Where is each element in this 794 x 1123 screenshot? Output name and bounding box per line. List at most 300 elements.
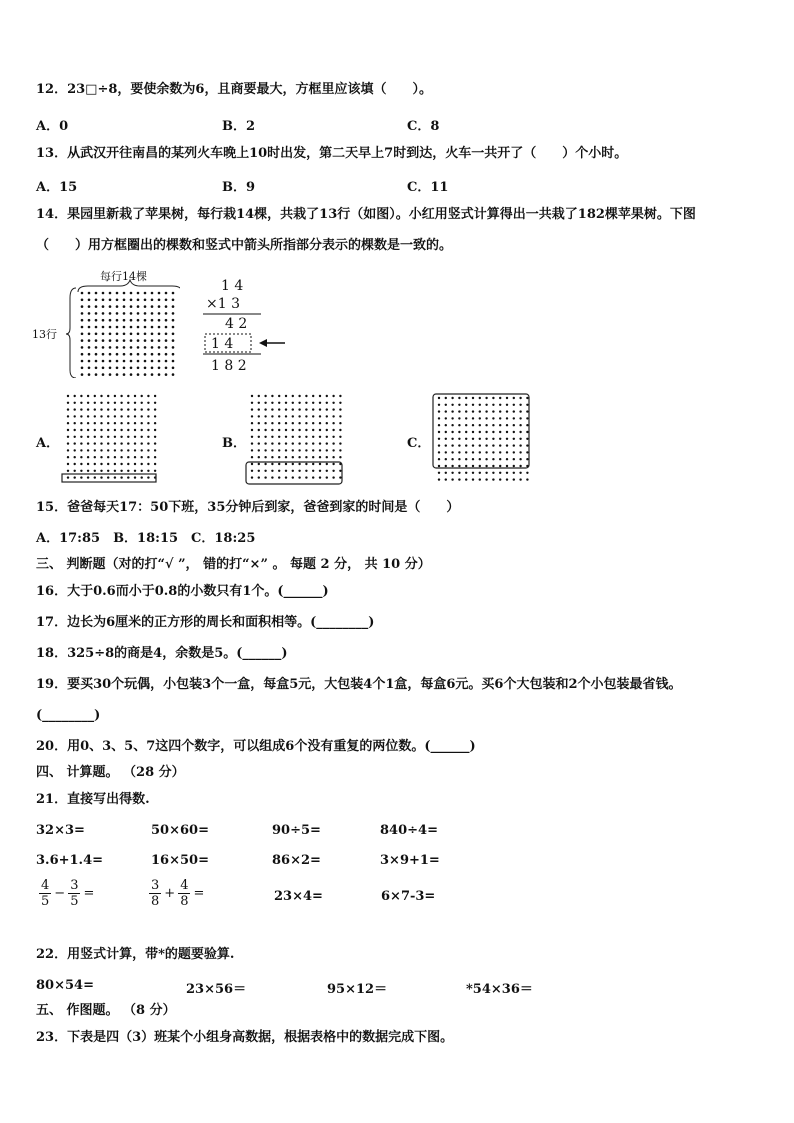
tree-dot <box>154 456 156 458</box>
tree-dot <box>519 438 521 440</box>
tree-dot <box>102 292 105 295</box>
tree-dot <box>319 429 321 431</box>
tree-dot <box>458 424 460 426</box>
q14-option-a-figure[interactable] <box>60 392 160 492</box>
tree-dot <box>271 402 273 404</box>
tree-dot <box>305 476 307 478</box>
tree-dot <box>107 395 109 397</box>
tree-dot <box>445 417 447 419</box>
q12-option-b[interactable]: B．2 <box>222 119 256 134</box>
q21-item[interactable]: 3.6+1.4= <box>36 853 104 868</box>
tree-dot <box>141 429 143 431</box>
tree-dot <box>109 305 112 308</box>
tree-dot <box>114 429 116 431</box>
tree-dot <box>458 410 460 412</box>
tree-dot <box>339 395 341 397</box>
tree-dot <box>107 470 109 472</box>
tree-dot <box>332 408 334 410</box>
tree-dot <box>147 436 149 438</box>
tree-dot <box>339 429 341 431</box>
tree-dot <box>87 456 89 458</box>
tree-dot <box>154 436 156 438</box>
tree-dot <box>102 373 105 376</box>
tree-dot <box>88 333 91 336</box>
tree-dot <box>258 402 260 404</box>
tree-dot <box>526 410 528 412</box>
tree-dot <box>332 395 334 397</box>
tree-dot <box>130 319 133 322</box>
tree-dot <box>485 472 487 474</box>
tree-dot <box>513 404 515 406</box>
tree-dot <box>519 417 521 419</box>
tree-dot <box>67 422 69 424</box>
tree-dot <box>137 299 140 302</box>
tree-dot <box>312 402 314 404</box>
tree-dot <box>165 346 168 349</box>
tree-dot <box>305 395 307 397</box>
q18-text: 18．325÷8的商是4，余数是5。(______) <box>36 646 288 661</box>
tree-dot <box>285 442 287 444</box>
tree-dot <box>326 436 328 438</box>
q21-item[interactable]: 50×60= <box>151 823 209 838</box>
q19-blank[interactable]: (________) <box>36 708 101 723</box>
tree-dot <box>172 346 175 349</box>
tree-dot <box>298 402 300 404</box>
tree-dot <box>100 415 102 417</box>
tree-dot <box>458 472 460 474</box>
tree-dot <box>100 402 102 404</box>
q19-text: 19．要买30个玩偶，小包装3个一盒，每盒5元，大包装4个1盒，每盒6元。买6个大包装和2个小包装最省钱。 <box>36 677 682 692</box>
tree-dot <box>292 449 294 451</box>
tree-dot <box>438 431 440 433</box>
tree-dot <box>271 395 273 397</box>
tree-dot <box>109 312 112 315</box>
tree-dot <box>127 456 129 458</box>
tree-dot <box>458 431 460 433</box>
tree-dot <box>485 444 487 446</box>
tree-dot <box>151 373 154 376</box>
q22-item[interactable]: 95×12＝ <box>327 982 388 997</box>
tree-dot <box>94 436 96 438</box>
tree-dot <box>438 458 440 460</box>
tree-dot <box>251 470 253 472</box>
tree-dot <box>499 404 501 406</box>
q21-item[interactable]: 840÷4= <box>380 823 438 838</box>
tree-dot <box>485 404 487 406</box>
tree-dot <box>67 415 69 417</box>
tree-dot <box>332 476 334 478</box>
q14-brace-label: 每行14棵 <box>100 270 147 283</box>
tree-dot <box>285 429 287 431</box>
tree-dot <box>526 438 528 440</box>
q12-option-c[interactable]: C．8 <box>407 119 440 134</box>
tree-dot <box>326 415 328 417</box>
tree-dot <box>88 339 91 342</box>
tree-dot <box>479 431 481 433</box>
tree-dot <box>271 408 273 410</box>
q22-item[interactable]: *54×36＝ <box>466 982 533 997</box>
tree-dot <box>151 346 154 349</box>
tree-dot <box>264 402 266 404</box>
tree-dot <box>451 472 453 474</box>
tree-dot <box>67 442 69 444</box>
tree-dot <box>264 422 266 424</box>
tree-dot <box>107 449 109 451</box>
tree-dot <box>81 299 84 302</box>
tree-dot <box>81 305 84 308</box>
tree-dot <box>319 436 321 438</box>
tree-dot <box>109 326 112 329</box>
q22-item[interactable]: 23×56＝ <box>186 982 247 997</box>
tree-dot <box>513 410 515 412</box>
tree-dot <box>258 476 260 478</box>
tree-dot <box>81 367 84 370</box>
tree-dot <box>165 333 168 336</box>
q21-item[interactable]: 90÷5= <box>272 823 321 838</box>
q21-item[interactable]: 6×7-3= <box>381 889 436 904</box>
tree-dot <box>458 451 460 453</box>
tree-dot <box>445 397 447 399</box>
tree-dot <box>74 429 76 431</box>
tree-dot <box>519 465 521 467</box>
tree-dot <box>472 465 474 467</box>
tree-dot <box>141 422 143 424</box>
tree-dot <box>165 360 168 363</box>
tree-dot <box>141 442 143 444</box>
tree-dot <box>499 438 501 440</box>
tree-dot <box>127 470 129 472</box>
tree-dot <box>123 292 126 295</box>
tree-dot <box>137 312 140 315</box>
tree-dot <box>120 422 122 424</box>
tree-dot <box>116 367 119 370</box>
tree-dot <box>94 395 96 397</box>
q14-text-line2: （ ）用方框圈出的棵数和竖式中箭头所指部分表示的棵数是一致的。 <box>36 238 453 253</box>
tree-dot <box>67 476 69 478</box>
tree-dot <box>445 410 447 412</box>
tree-dot <box>88 373 91 376</box>
tree-dot <box>95 326 98 329</box>
tree-dot <box>151 292 154 295</box>
tree-dot <box>319 470 321 472</box>
tree-dot <box>339 422 341 424</box>
tree-dot <box>144 346 147 349</box>
tree-dot <box>258 463 260 465</box>
tree-dot <box>172 373 175 376</box>
q21-item[interactable]: 23×4= <box>274 889 323 904</box>
tree-dot <box>492 410 494 412</box>
q14-partial-product-1: 4 2 <box>225 316 248 332</box>
tree-dot <box>147 456 149 458</box>
tree-dot <box>332 402 334 404</box>
q22-item[interactable]: 80×54= <box>36 978 94 993</box>
tree-dot <box>506 478 508 480</box>
q21-fraction-subtraction[interactable] <box>38 878 96 909</box>
tree-dot <box>492 404 494 406</box>
tree-dot <box>513 458 515 460</box>
tree-dot <box>154 429 156 431</box>
tree-dot <box>87 470 89 472</box>
tree-dot <box>499 444 501 446</box>
tree-dot <box>144 319 147 322</box>
q21-fraction-addition[interactable] <box>148 878 206 909</box>
tree-dot <box>154 442 156 444</box>
tree-dot <box>80 456 82 458</box>
tree-dot <box>264 456 266 458</box>
tree-dot <box>95 319 98 322</box>
tree-dot <box>485 431 487 433</box>
tree-dot <box>465 438 467 440</box>
tree-dot <box>116 333 119 336</box>
tree-dot <box>120 402 122 404</box>
tree-dot <box>109 339 112 342</box>
tree-dot <box>95 292 98 295</box>
q14-vertical-calculation <box>195 274 305 384</box>
tree-dot <box>298 408 300 410</box>
tree-dot <box>312 429 314 431</box>
tree-dot <box>451 465 453 467</box>
tree-dot <box>116 326 119 329</box>
tree-dot <box>154 408 156 410</box>
tree-dot <box>492 458 494 460</box>
tree-dot <box>137 353 140 356</box>
q14-option-a-label[interactable]: A． <box>36 436 60 451</box>
tree-dot <box>519 431 521 433</box>
tree-dot <box>492 417 494 419</box>
tree-dot <box>438 410 440 412</box>
tree-dot <box>305 415 307 417</box>
tree-dot <box>94 408 96 410</box>
q21-item[interactable]: 16×50= <box>151 853 209 868</box>
tree-dot <box>134 408 136 410</box>
tree-dot <box>292 463 294 465</box>
tree-dot <box>172 333 175 336</box>
tree-dot <box>479 451 481 453</box>
tree-dot <box>298 449 300 451</box>
tree-dot <box>87 442 89 444</box>
tree-dot <box>492 438 494 440</box>
tree-dot <box>312 415 314 417</box>
q14-tree-dot-grid <box>81 292 175 376</box>
tree-dot <box>278 415 280 417</box>
tree-dot <box>100 463 102 465</box>
tree-dot <box>479 417 481 419</box>
tree-dot <box>151 319 154 322</box>
tree-dot <box>292 436 294 438</box>
tree-dot <box>513 438 515 440</box>
tree-dot <box>137 319 140 322</box>
tree-dot <box>144 333 147 336</box>
tree-dot <box>134 456 136 458</box>
tree-dot <box>100 436 102 438</box>
tree-dot <box>123 346 126 349</box>
tree-dot <box>472 438 474 440</box>
tree-dot <box>312 408 314 410</box>
tree-dot <box>130 360 133 363</box>
tree-dot <box>114 442 116 444</box>
tree-dot <box>445 472 447 474</box>
tree-dot <box>465 458 467 460</box>
tree-dot <box>519 451 521 453</box>
tree-dot <box>165 299 168 302</box>
tree-dot <box>151 353 154 356</box>
q14-partial-product-2: 1 4 <box>211 336 234 352</box>
tree-dot <box>81 346 84 349</box>
tree-dot <box>485 451 487 453</box>
tree-dot <box>526 458 528 460</box>
tree-dot <box>102 299 105 302</box>
tree-dot <box>519 478 521 480</box>
tree-dot <box>154 415 156 417</box>
fraction-numerator: 4 <box>180 878 189 893</box>
tree-dot <box>264 408 266 410</box>
tree-dot <box>339 449 341 451</box>
tree-dot <box>258 422 260 424</box>
tree-dot <box>305 408 307 410</box>
tree-dot <box>332 436 334 438</box>
tree-dot <box>95 333 98 336</box>
q21-item[interactable]: 32×3= <box>36 823 85 838</box>
tree-dot <box>465 404 467 406</box>
tree-dot <box>292 408 294 410</box>
tree-dot <box>120 429 122 431</box>
tree-dot <box>251 415 253 417</box>
tree-dot <box>165 353 168 356</box>
tree-dot <box>264 463 266 465</box>
q13-option-c[interactable]: C．11 <box>407 180 449 195</box>
tree-dot <box>258 415 260 417</box>
q14-option-c-label[interactable]: C． <box>407 436 431 451</box>
tree-dot <box>100 408 102 410</box>
tree-dot <box>526 472 528 474</box>
tree-dot <box>165 373 168 376</box>
tree-dot <box>485 417 487 419</box>
tree-dot <box>513 444 515 446</box>
tree-dot <box>144 360 147 363</box>
tree-dot <box>109 292 112 295</box>
tree-dot <box>458 458 460 460</box>
tree-dot <box>492 397 494 399</box>
q14-option-b-label[interactable]: B． <box>222 436 246 451</box>
tree-dot <box>499 424 501 426</box>
fraction-denominator: 5 <box>70 894 79 909</box>
tree-dot <box>80 429 82 431</box>
tree-dot <box>94 470 96 472</box>
tree-dot <box>114 476 116 478</box>
tree-dot <box>285 449 287 451</box>
tree-dot <box>292 456 294 458</box>
tree-dot <box>102 305 105 308</box>
tree-dot <box>107 436 109 438</box>
tree-dot <box>114 402 116 404</box>
fraction-denominator: 8 <box>180 894 189 909</box>
tree-dot <box>123 299 126 302</box>
tree-dot <box>81 339 84 342</box>
tree-dot <box>472 410 474 412</box>
tree-dot <box>438 451 440 453</box>
tree-dot <box>100 449 102 451</box>
fraction-numerator: 3 <box>151 878 160 893</box>
tree-dot <box>88 353 91 356</box>
tree-dot <box>114 415 116 417</box>
tree-dot <box>141 476 143 478</box>
q15-options[interactable]: A．17:85 B．18:15 C．18:25 <box>36 531 256 546</box>
tree-dot <box>74 463 76 465</box>
tree-dot <box>513 397 515 399</box>
tree-dot <box>120 476 122 478</box>
tree-dot <box>67 436 69 438</box>
tree-dot <box>144 292 147 295</box>
tree-dot <box>94 476 96 478</box>
tree-dot <box>519 444 521 446</box>
tree-dot <box>81 373 84 376</box>
tree-dot <box>67 449 69 451</box>
tree-dot <box>526 397 528 399</box>
tree-dot <box>271 456 273 458</box>
tree-dot <box>67 395 69 397</box>
tree-dot <box>312 456 314 458</box>
tree-dot <box>158 333 161 336</box>
q21-item[interactable]: 3×9+1= <box>380 853 440 868</box>
tree-dot <box>319 449 321 451</box>
tree-dot <box>519 472 521 474</box>
tree-dot <box>438 404 440 406</box>
tree-dot <box>87 449 89 451</box>
section-4-heading: 四、 计算题。 （28 分） <box>36 765 185 780</box>
tree-dot <box>298 442 300 444</box>
tree-dot <box>305 470 307 472</box>
tree-dot <box>438 472 440 474</box>
tree-dot <box>134 436 136 438</box>
q14-option-b-figure[interactable] <box>242 392 352 492</box>
tree-dot <box>107 422 109 424</box>
q21-item[interactable]: 86×2= <box>272 853 321 868</box>
tree-dot <box>107 402 109 404</box>
tree-dot <box>492 451 494 453</box>
tree-dot <box>472 431 474 433</box>
tree-dot <box>81 312 84 315</box>
q14-option-c-figure[interactable] <box>430 392 540 492</box>
q13-option-b[interactable]: B．9 <box>222 180 256 195</box>
tree-dot <box>134 470 136 472</box>
tree-dot <box>95 346 98 349</box>
q17-text: 17．边长为6厘米的正方形的周长和面积相等。(________) <box>36 615 375 630</box>
tree-dot <box>88 346 91 349</box>
tree-dot <box>107 456 109 458</box>
q12-option-a[interactable]: A．0 <box>36 119 69 134</box>
tree-dot <box>271 436 273 438</box>
tree-dot <box>458 465 460 467</box>
tree-dot <box>492 431 494 433</box>
tree-dot <box>326 408 328 410</box>
tree-dot <box>144 353 147 356</box>
tree-dot <box>123 367 126 370</box>
tree-dot <box>172 292 175 295</box>
tree-dot <box>451 410 453 412</box>
tree-dot <box>154 470 156 472</box>
tree-dot <box>172 367 175 370</box>
tree-dot <box>120 408 122 410</box>
tree-dot <box>326 470 328 472</box>
tree-dot <box>81 360 84 363</box>
tree-dot <box>80 463 82 465</box>
tree-dot <box>271 449 273 451</box>
tree-dot <box>116 339 119 342</box>
q13-option-a[interactable]: A．15 <box>36 180 78 195</box>
tree-dot <box>172 319 175 322</box>
tree-dot <box>445 404 447 406</box>
tree-dot <box>81 326 84 329</box>
